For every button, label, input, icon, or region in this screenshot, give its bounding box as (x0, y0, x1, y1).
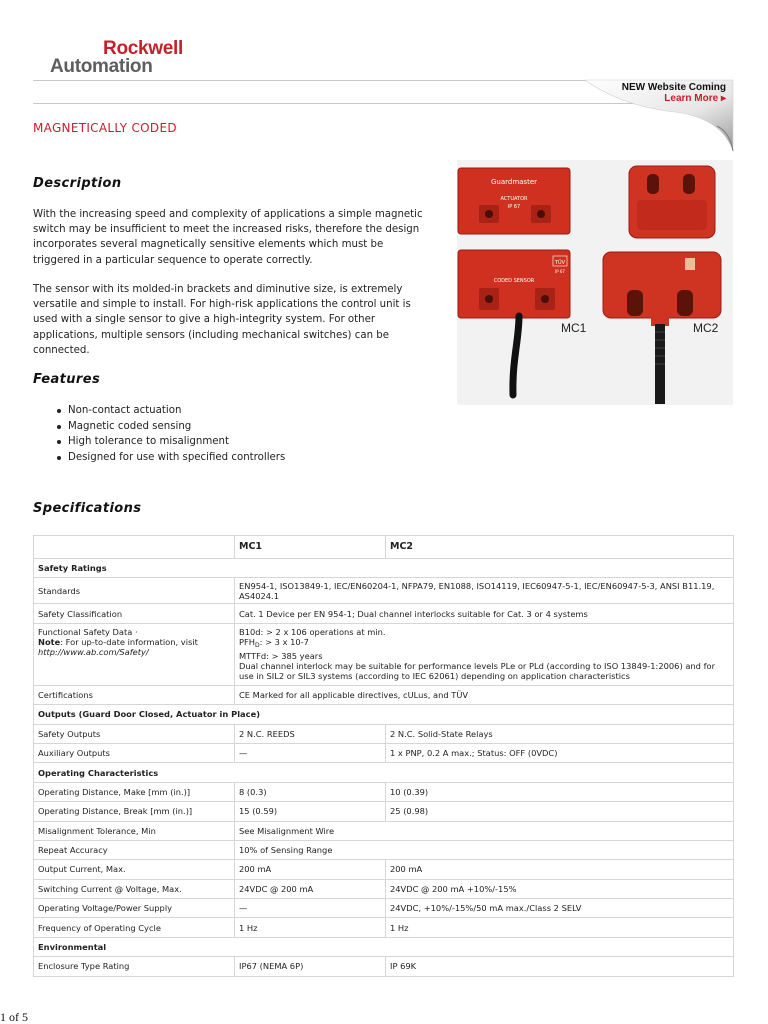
row-value: See Misalignment Wire (235, 821, 734, 840)
actuator-label-text: ACTUATOR (500, 196, 528, 202)
section-outputs: Outputs (Guard Door Closed, Actuator in Place) (34, 705, 734, 724)
section-safety-ratings: Safety Ratings (34, 559, 734, 578)
section-row (34, 763, 734, 782)
table-row (34, 743, 734, 762)
feature-item: Designed for use with specified controllers (57, 450, 285, 466)
features-heading: Features (33, 372, 101, 387)
row-value-mc1: 1 Hz (235, 918, 386, 937)
row-value-mc1: IP67 (NEMA 6P) (235, 957, 386, 976)
feature-item: Non-contact actuation (57, 403, 285, 419)
row-label: Safety Classification (34, 604, 235, 623)
header-divider (33, 80, 593, 81)
row-label: Operating Distance, Make [mm (in.)] (34, 782, 235, 801)
row-label: Operating Distance, Break [mm (in.)] (34, 802, 235, 821)
row-value-mc1: 2 N.C. REEDS (235, 724, 386, 743)
row-label: Standards (34, 578, 235, 604)
table-header-row (34, 536, 734, 559)
table-row (34, 604, 734, 623)
row-value: Cat. 1 Device per EN 954-1; Dual channel interlocks suitable for Cat. 3 or 4 systems (235, 604, 734, 623)
new-website-banner[interactable] (600, 82, 726, 104)
row-value-mc2: IP 69K (386, 957, 734, 976)
row-label: Safety Outputs (34, 724, 235, 743)
safety-url-link[interactable]: http://www.ab.com/Safety/ (38, 646, 149, 657)
row-value-mc1: 24VDC @ 200 mA (235, 879, 386, 898)
row-label: Output Current, Max. (34, 860, 235, 879)
row-value-mc1: 200 mA (235, 860, 386, 879)
table-row (34, 685, 734, 704)
description-heading: Description (33, 176, 122, 191)
actuator-brand-text: Guardmaster (490, 178, 538, 186)
row-value (235, 623, 734, 685)
row-value-mc2: 10 (0.39) (386, 782, 734, 801)
pfh-value: : > 3 x 10-7 (259, 636, 309, 647)
row-label: Misalignment Tolerance, Min (34, 821, 235, 840)
sensor-label-text: CODED SENSOR (493, 278, 535, 284)
table-row (34, 840, 734, 859)
row-value-mc1: — (235, 743, 386, 762)
row-value: 10% of Sensing Range (235, 840, 734, 859)
feature-item: High tolerance to misalignment (57, 434, 285, 450)
logo-line-1: Rockwell (103, 38, 183, 59)
row-value-mc2: 24VDC, +10%/-15%/50 mA max./Class 2 SELV (386, 899, 734, 918)
pfh-text (239, 637, 729, 651)
pfh-label: PFH (239, 636, 256, 647)
actuator-ip-text: IP 67 (507, 204, 521, 210)
row-value-mc2: 2 N.C. Solid-State Relays (386, 724, 734, 743)
pfh-sub: D (255, 641, 260, 649)
table-row (34, 724, 734, 743)
note-text: : For up-to-date information, visit (60, 636, 198, 647)
row-value-mc1: 15 (0.59) (235, 802, 386, 821)
table-row (34, 802, 734, 821)
b10d-text: B10d: > 2 x 106 operations at min. (239, 626, 386, 637)
table-row (34, 821, 734, 840)
header-mc2: MC2 (386, 536, 734, 559)
row-value-mc1: 8 (0.3) (235, 782, 386, 801)
row-label: Certifications (34, 685, 235, 704)
section-environmental: Environmental (34, 937, 734, 956)
section-operating: Operating Characteristics (34, 763, 734, 782)
specifications-heading: Specifications (33, 501, 142, 516)
product-photo (457, 160, 733, 405)
row-value-mc2: 24VDC @ 200 mA +10%/-15% (386, 879, 734, 898)
row-label: Frequency of Operating Cycle (34, 918, 235, 937)
row-value: EN954-1, ISO13849-1, IEC/EN60204-1, NFPA79, EN1088, ISO14119, IEC60947-5-1, IEC/EN60947-5-3, ANSI B11.19, AS4024.1 (235, 578, 734, 604)
sensor-ip-text: IP 67 (555, 269, 565, 274)
row-label: Auxiliary Outputs (34, 743, 235, 762)
logo-line-2: Automation (50, 56, 153, 77)
table-row (34, 918, 734, 937)
row-label: Repeat Accuracy (34, 840, 235, 859)
mc1-image-label: MC1 (561, 321, 587, 335)
specifications-table (33, 535, 734, 977)
mc2-image-label: MC2 (693, 321, 719, 335)
row-label: Switching Current @ Voltage, Max. (34, 879, 235, 898)
row-value-mc1: — (235, 899, 386, 918)
row-value-mc2: 25 (0.98) (386, 802, 734, 821)
functional-safety-note (38, 637, 230, 647)
features-list (57, 403, 285, 465)
row-value-mc2: 200 mA (386, 860, 734, 879)
page-counter: 1 of 5 (0, 1010, 28, 1024)
rockwell-automation-logo (50, 40, 190, 76)
table-row (34, 578, 734, 604)
section-row (34, 559, 734, 578)
description-paragraph-1: With the increasing speed and complexity of applications a simple magnetic switch may be insufficient to meet the increased risks, therefore the design incorporates several magnetically sensitive elements which must be triggered in a particular sequence to operate correctly. (33, 209, 423, 266)
row-value-mc2: 1 Hz (386, 918, 734, 937)
table-row (34, 957, 734, 976)
note-bold: Note (38, 636, 61, 647)
feature-item: Magnetic coded sensing (57, 419, 285, 435)
row-value: CE Marked for all applicable directives, cULus, and TÜV (235, 685, 734, 704)
row-value-mc2: 1 x PNP, 0.2 A max.; Status: OFF (0VDC) (386, 743, 734, 762)
row-label (34, 623, 235, 685)
learn-more-link[interactable]: Learn More ▸ (600, 93, 726, 104)
table-row (34, 860, 734, 879)
section-row (34, 937, 734, 956)
page-title: MAGNETICALLY CODED (33, 121, 177, 135)
table-row (34, 623, 734, 685)
tuv-mark-text: TÜV (554, 260, 566, 266)
header-blank-cell (34, 536, 235, 559)
dual-channel-text: Dual channel interlock may be suitable for performance levels PLe or PLd (according to ISO 13849-1:2006) and for use in SIL2 or SIL3 systems (according to IEC 62061) depending on application characteristics (239, 660, 715, 681)
table-row (34, 782, 734, 801)
section-row (34, 705, 734, 724)
description-paragraph-2: The sensor with its molded-in brackets and diminutive size, is extremely versatile and simple to install. For high-risk applications the control unit is used with a single sensor to give a high-integrity system. For other applications, multiple sensors (including mechanical switches) can be connected. (33, 284, 411, 356)
table-row (34, 879, 734, 898)
header-mc1: MC1 (235, 536, 386, 559)
mttfd-text: MTTFd: > 385 years (239, 650, 323, 661)
new-website-text: NEW Website Coming (621, 82, 726, 93)
row-label: Operating Voltage/Power Supply (34, 899, 235, 918)
row-label: Enclosure Type Rating (34, 957, 235, 976)
table-row (34, 899, 734, 918)
functional-safety-label: Functional Safety Data · (38, 626, 138, 637)
